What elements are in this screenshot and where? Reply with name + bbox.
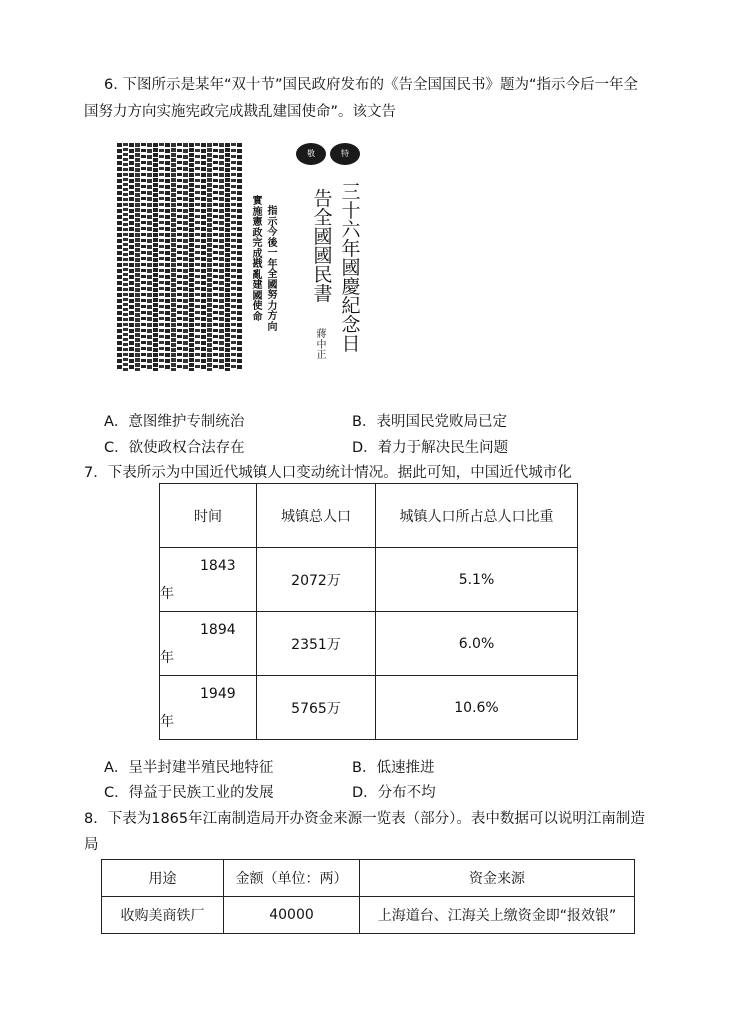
table-header-cell: 金额（单位：两） (224, 860, 360, 897)
year-cell: 1894 年 (160, 612, 257, 676)
table-row (160, 676, 578, 740)
table-header-cell: 城镇人口所占总人口比重 (376, 484, 578, 548)
q6-stem-line1: 6. 下图所示是某年“双十节”国民政府发布的《告全国国民书》题为“指示今后一年全 (104, 77, 638, 93)
q8-stem-line1: 8．下表为1865年江南制造局开办资金来源一览表（部分）。表中数据可以说明江南制造 (84, 811, 645, 827)
q7-option-a[interactable]: A．呈半封建半殖民地特征 (104, 760, 274, 776)
urban-population-table (159, 483, 578, 740)
newspaper-headline: 告 全 國 國 民 書 (313, 188, 333, 305)
year-cell: 1949 年 (160, 676, 257, 740)
source-cell: 上海道台、江海关上缴资金即“报效银” (360, 897, 635, 934)
ratio-cell: 6.0% (376, 612, 578, 676)
table-header-cell: 城镇总人口 (257, 484, 376, 548)
q8-stem-line2: 局 (84, 837, 99, 853)
ratio-cell: 10.6% (376, 676, 578, 740)
table-header-row (102, 860, 635, 897)
newspaper-seal-right: 特 (330, 143, 360, 165)
population-cell: 5765万 (257, 676, 376, 740)
table-row (102, 897, 635, 934)
q6-stem-line2: 国努力方向实施宪政完成戡乱建国使命”。该文告 (84, 104, 397, 120)
population-cell: 2072万 (257, 548, 376, 612)
newspaper-title: 三 十 六 年 國 慶 紀 念 日 (341, 181, 361, 355)
newspaper-seal-left: 敬 (296, 143, 326, 165)
newspaper-subheadline-2: 實 施 憲 政 完 成 戡 亂 建 國 使 命 (252, 196, 263, 323)
year-cell: 1843 年 (160, 548, 257, 612)
table-header-row (160, 484, 578, 548)
table-row (160, 548, 578, 612)
ratio-cell: 5.1% (376, 548, 578, 612)
funding-source-table (101, 859, 635, 934)
q7-option-c[interactable]: C．得益于民族工业的发展 (104, 785, 274, 801)
table-header-cell: 资金来源 (360, 860, 635, 897)
q6-option-c[interactable]: C．欲使政权合法存在 (104, 440, 245, 456)
q7-option-d[interactable]: D．分布不均 (352, 785, 436, 801)
amount-cell: 40000 (224, 897, 360, 934)
newspaper-image (112, 135, 284, 380)
q6-option-d[interactable]: D．着力于解决民生问题 (352, 440, 509, 456)
table-header-cell: 用途 (102, 860, 224, 897)
q6-option-b[interactable]: B．表明国民党败局已定 (352, 414, 507, 430)
q7-option-b[interactable]: B．低速推进 (352, 760, 435, 776)
newspaper-subheadline-1: 指 示 今 後 一 年 全 國 努 力 方 向 (267, 206, 278, 333)
newspaper-author: 蔣 中 正 (316, 329, 327, 361)
use-cell: 收购美商铁厂 (102, 897, 224, 934)
table-row (160, 612, 578, 676)
q7-stem: 7．下表所示为中国近代城镇人口变动统计情况。据此可知，中国近代城市化 (84, 465, 572, 481)
population-cell: 2351万 (257, 612, 376, 676)
table-header-cell: 时间 (160, 484, 257, 548)
q6-option-a[interactable]: A．意图维护专制统治 (104, 414, 245, 430)
